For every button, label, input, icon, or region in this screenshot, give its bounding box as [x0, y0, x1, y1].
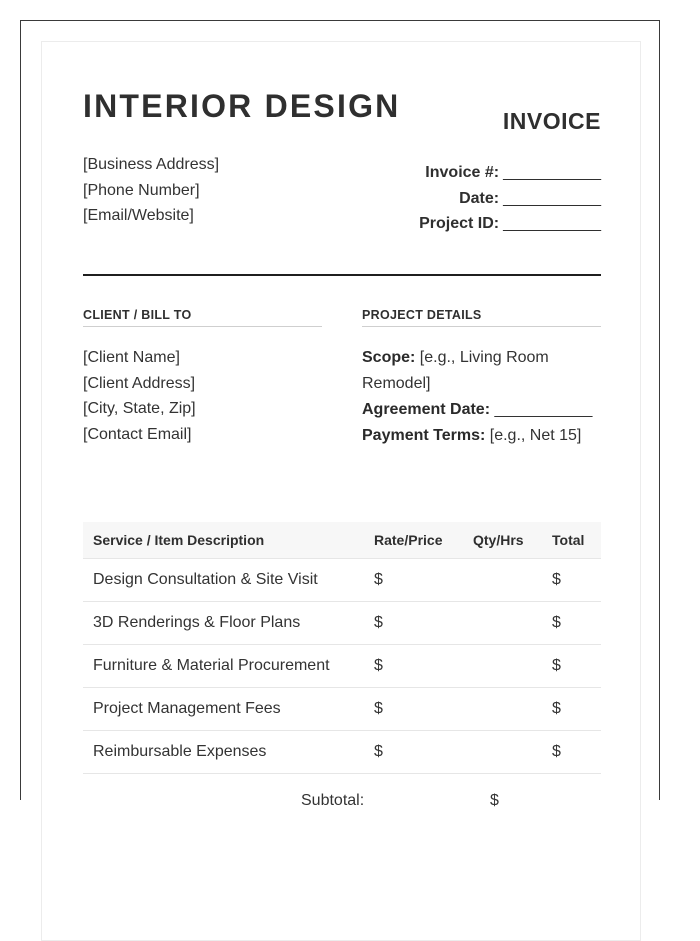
client-section-heading: CLIENT / BILL TO	[83, 308, 322, 327]
brand-title: INTERIOR DESIGN	[83, 88, 401, 124]
project-id-row	[419, 211, 601, 237]
row-total: $	[542, 602, 601, 645]
row-total: $	[542, 731, 601, 774]
row-rate: $	[364, 559, 463, 602]
invoice-date-row	[419, 186, 601, 212]
payment-terms-line	[362, 423, 601, 449]
row-qty	[463, 731, 542, 774]
header-total: Total	[542, 522, 601, 559]
scope-value: [e.g., Living Room Remodel]	[362, 349, 549, 392]
client-address: [Client Address]	[83, 374, 196, 392]
agreement-date-value: ___________	[494, 401, 593, 418]
project-id-label: Project ID:	[419, 215, 500, 232]
project-section-heading: PROJECT DETAILS	[362, 308, 601, 327]
document-viewport[interactable]	[20, 20, 660, 809]
project-details	[362, 345, 601, 449]
row-total: $	[542, 645, 601, 688]
header-qty: Qty/Hrs	[463, 522, 542, 559]
row-description: Design Consultation & Site Visit	[83, 559, 364, 602]
subtotal-value: $	[490, 792, 499, 809]
client-info	[83, 345, 196, 447]
scope-label: Scope:	[362, 349, 416, 366]
invoice-date-value: ___________	[503, 189, 601, 207]
header-rate: Rate/Price	[364, 522, 463, 559]
table-row	[83, 731, 601, 774]
table-header-row	[83, 522, 601, 559]
scope-line	[362, 345, 601, 397]
line-items-table	[83, 522, 601, 774]
row-rate: $	[364, 645, 463, 688]
client-email: [Contact Email]	[83, 425, 192, 443]
header-description: Service / Item Description	[83, 522, 364, 559]
invoice-meta	[419, 160, 601, 237]
payment-terms-label: Payment Terms:	[362, 427, 486, 444]
row-rate: $	[364, 688, 463, 731]
row-rate: $	[364, 731, 463, 774]
header-divider	[83, 274, 601, 276]
invoice-date-label: Date:	[459, 189, 500, 207]
table-row	[83, 602, 601, 645]
row-total: $	[542, 688, 601, 731]
row-description: Reimbursable Expenses	[83, 731, 364, 774]
row-rate: $	[364, 602, 463, 645]
invoice-title: INVOICE	[502, 108, 601, 134]
invoice-number-row	[419, 160, 601, 186]
client-name: [Client Name]	[83, 349, 180, 366]
business-email-website: [Email/Website]	[83, 207, 194, 224]
row-qty	[463, 559, 542, 602]
business-info	[83, 152, 219, 229]
project-id-value: ___________	[503, 215, 601, 232]
agreement-date-label: Agreement Date:	[362, 401, 491, 418]
invoice-number-value: ___________	[503, 164, 601, 181]
invoice-page	[41, 41, 641, 941]
table-row	[83, 645, 601, 688]
agreement-date-line	[362, 397, 601, 423]
row-qty	[463, 688, 542, 731]
row-description: Project Management Fees	[83, 688, 364, 731]
row-total: $	[542, 559, 601, 602]
row-description: 3D Renderings & Floor Plans	[83, 602, 364, 645]
payment-terms-value: [e.g., Net 15]	[489, 427, 582, 444]
row-qty	[463, 602, 542, 645]
table-row	[83, 559, 601, 602]
row-qty	[463, 645, 542, 688]
business-phone: [Phone Number]	[83, 181, 200, 199]
client-city-state-zip: [City, State, Zip]	[83, 400, 196, 417]
business-address: [Business Address]	[83, 156, 220, 173]
invoice-number-label: Invoice #:	[425, 164, 500, 181]
row-description: Furniture & Material Procurement	[83, 645, 364, 688]
table-row	[83, 688, 601, 731]
subtotal-label: Subtotal:	[301, 792, 365, 809]
